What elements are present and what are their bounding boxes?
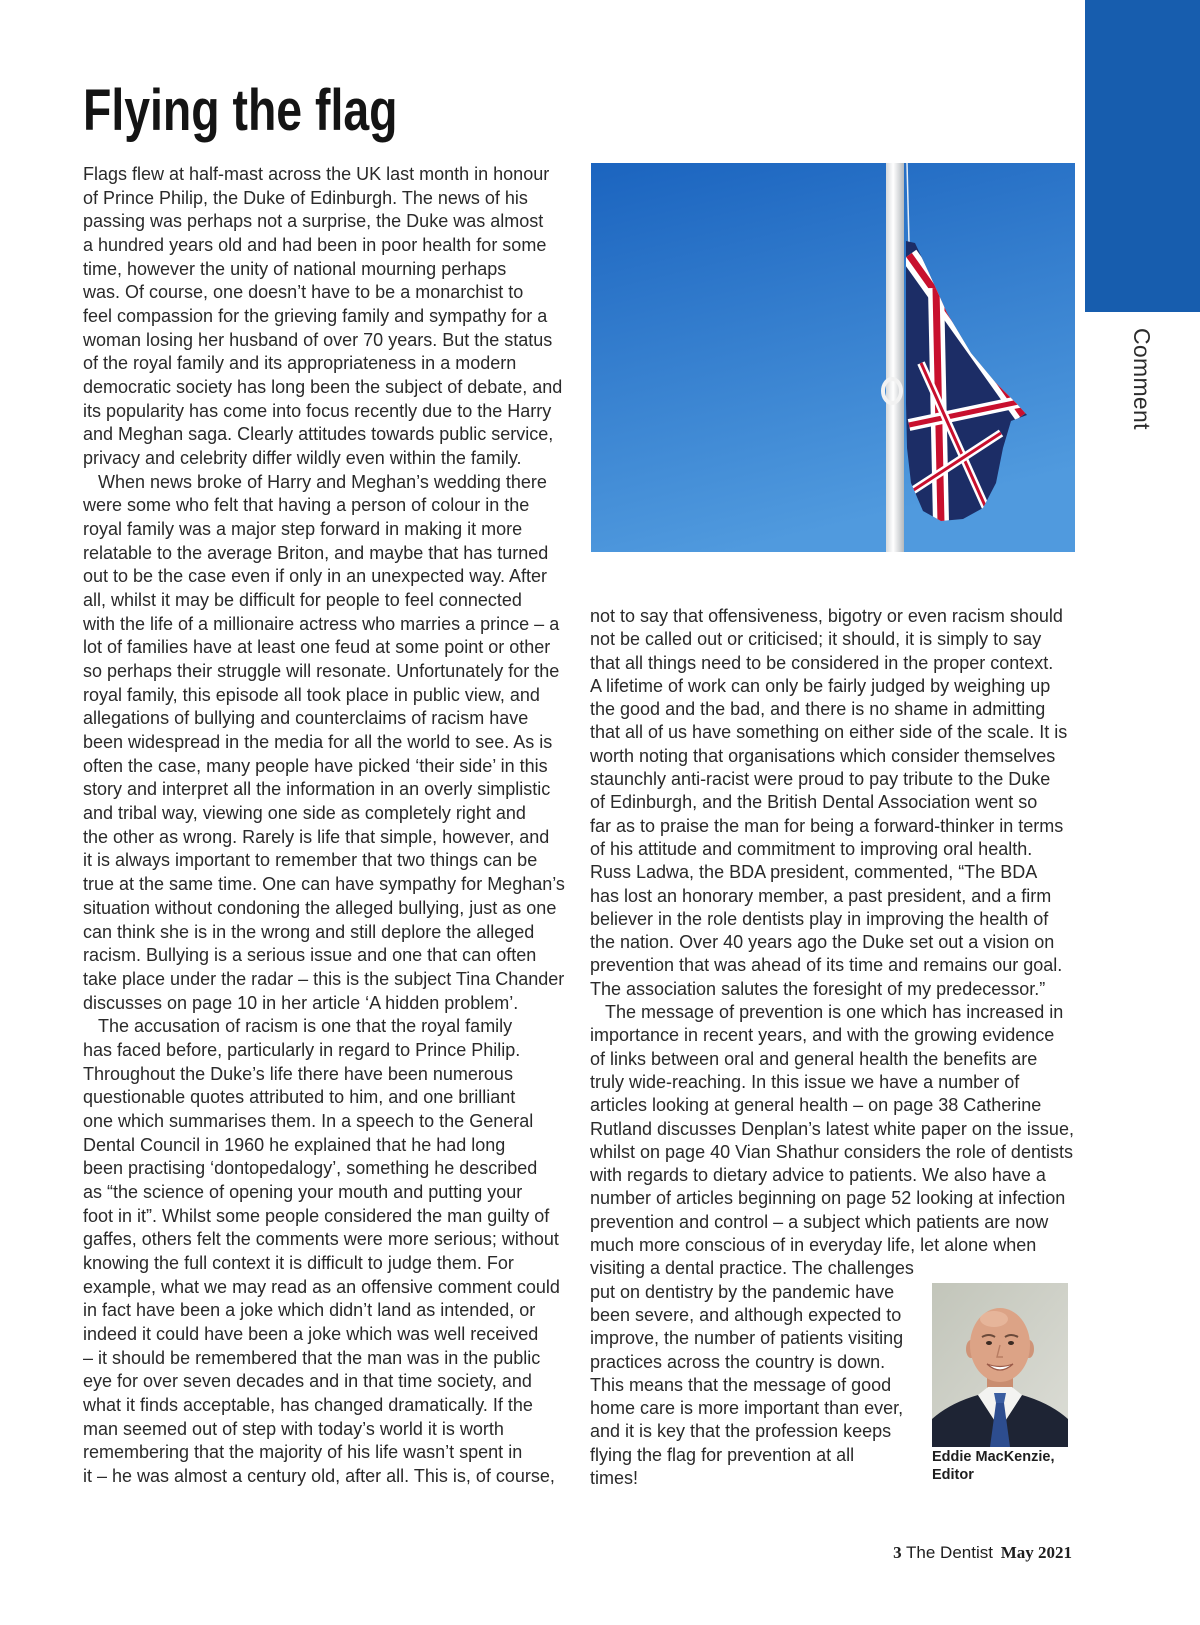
text-line: been severe, and although expected to xyxy=(590,1304,902,1325)
text-line: not to say that offensiveness, bigotry or even racism should xyxy=(590,606,1063,626)
text-line: privacy and celebrity differ wildly even within the family. xyxy=(83,448,522,469)
text-line: so perhaps their struggle will resonate. Unfortunately for the xyxy=(83,661,560,682)
text-line: This means that the message of good xyxy=(590,1374,892,1395)
text-line: with regards to dietary advice to patients. We also have a xyxy=(590,1165,1046,1186)
text-line: A lifetime of work can only be fairly judged by weighing up xyxy=(590,675,1051,696)
text-line: Throughout the Duke’s life there have been numerous xyxy=(83,1063,513,1084)
text-line: been practising ‘dontopedalogy’, something he described xyxy=(83,1158,538,1179)
page-number: 3 xyxy=(893,1543,902,1562)
text-line: democratic society has long been the subject of debate, and xyxy=(83,377,563,398)
text-line: When news broke of Harry and Meghan’s wedding there xyxy=(98,471,547,492)
text-line: time, however the unity of national mourning perhaps xyxy=(83,258,507,279)
text-line: – it should be remembered that the man was in the public xyxy=(83,1347,541,1368)
publication-name: The Dentist xyxy=(906,1543,993,1562)
text-line: feel compassion for the grieving family and sympathy for a xyxy=(83,306,548,327)
text-line: not be called out or criticised; it should, it is simply to say xyxy=(590,629,1042,650)
text-line: Flags flew at half-mast across the UK last month in honour xyxy=(83,164,550,184)
paragraph xyxy=(83,1015,573,1488)
text-line: whilst on page 40 Vian Shathur considers the role of dentists xyxy=(590,1141,1073,1162)
text-line: story and interpret all the information in an overly simplistic xyxy=(83,779,551,800)
text-line: questionable quotes attributed to him, and one brilliant xyxy=(83,1087,516,1108)
text-line: were some who felt that having a person of colour in the xyxy=(83,495,530,516)
issue-date: May 2021 xyxy=(1000,1543,1072,1562)
photo-caption xyxy=(932,1448,1054,1484)
text-line: indeed it could have been a joke which was well received xyxy=(83,1323,539,1344)
text-line: far as to praise the man for being a forward-thinker in terms xyxy=(590,815,1064,836)
text-line: man seemed out of step with today’s world it is worth xyxy=(83,1418,504,1439)
text-line: The accusation of racism is one that the royal family xyxy=(98,1016,513,1037)
text-line: take place under the radar – this is the subject Tina Chander xyxy=(83,968,565,989)
text-line: of Prince Philip, the Duke of Edinburgh. The news of his xyxy=(83,187,528,208)
text-line: with the life of a millionaire actress who marries a prince – a xyxy=(83,613,560,634)
text-line: often the case, many people have picked ‘their side’ in this xyxy=(83,755,548,776)
text-line: home care is more important than ever, xyxy=(590,1398,904,1419)
section-tab xyxy=(1085,0,1200,312)
sky xyxy=(591,163,1075,552)
text-line: a hundred years old and had been in poor health for some xyxy=(83,235,547,256)
text-line: the good and the bad, and there is no shame in admitting xyxy=(590,699,1046,720)
text-line: gaffes, others felt the comments were more serious; without xyxy=(83,1229,559,1250)
text-line: been widespread in the media for all the world to see. As is xyxy=(83,732,553,753)
text-line: passing was perhaps not a surprise, the Duke was almost xyxy=(83,211,544,232)
text-line: has lost an honorary member, a past president, and a firm xyxy=(590,885,1052,906)
head-highlight xyxy=(980,1311,1008,1327)
right-eye xyxy=(1008,1341,1014,1345)
left-column xyxy=(83,163,573,1489)
editor-portrait xyxy=(932,1283,1068,1447)
text-line: visiting a dental practice. The challenges xyxy=(590,1258,914,1279)
text-line: it is always important to remember that two things can be xyxy=(83,850,538,871)
flagpole xyxy=(886,163,904,552)
left-eye xyxy=(986,1341,992,1345)
text-line: in fact have been a joke which didn’t land as intended, or xyxy=(83,1300,536,1321)
text-line: allegations of bullying and counterclaims of racism have xyxy=(83,708,529,729)
text-line: flying the flag for prevention at all xyxy=(590,1444,855,1465)
paragraph xyxy=(590,605,1075,1001)
text-line: prevention and control – a subject which patients are now xyxy=(590,1211,1049,1232)
text-line: believer in the role dentists play in improving the health of xyxy=(590,908,1049,929)
flag-photo xyxy=(591,163,1075,552)
text-line: what it finds acceptable, has changed dramatically. If the xyxy=(83,1394,533,1415)
text-line: as “the science of opening your mouth and putting your xyxy=(83,1181,523,1202)
text-line: that all things need to be considered in the proper context. xyxy=(590,652,1054,673)
text-line: of the royal family and its appropriateness in a modern xyxy=(83,353,517,374)
text-line: it – he was almost a century old, after all. This is, of course, xyxy=(83,1465,555,1486)
text-line: royal family, this episode all took place in public view, and xyxy=(83,684,540,705)
text-line: Russ Ladwa, the BDA president, commented, “The BDA xyxy=(590,862,1038,883)
author-name: Eddie MacKenzie, xyxy=(932,1449,1055,1465)
text-line: its popularity has come into focus recently due to the Harry xyxy=(83,400,552,421)
text-line: racism. Bullying is a serious issue and one that can often xyxy=(83,945,537,966)
text-line: example, what we may read as an offensive comment could xyxy=(83,1276,560,1297)
text-line: foot in it”. Whilst some people considered the man guilty of xyxy=(83,1205,550,1226)
text-line: the nation. Over 40 years ago the Duke set out a vision on xyxy=(590,932,1055,953)
text-line: practices across the country is down. xyxy=(590,1351,886,1372)
text-line: importance in recent years, and with the growing evidence xyxy=(590,1025,1055,1046)
text-line: of his attitude and commitment to improving oral health. xyxy=(590,838,1033,859)
text-line: has faced before, particularly in regard to Prince Philip. xyxy=(83,1039,521,1060)
text-line: that all of us have something on either side of the scale. It is xyxy=(590,722,1068,743)
text-line: of links between oral and general health the benefits are xyxy=(590,1048,1038,1069)
text-line: was. Of course, one doesn’t have to be a monarchist to xyxy=(83,282,524,303)
paragraph xyxy=(83,163,573,471)
text-line: and it is key that the profession keeps xyxy=(590,1421,892,1442)
text-line: relatable to the average Briton, and maybe that has turned xyxy=(83,542,549,563)
text-line: improve, the number of patients visiting xyxy=(590,1328,904,1349)
text-line: one which summarises them. In a speech to the General xyxy=(83,1110,534,1131)
text-line: woman losing her husband of over 70 years. But the status xyxy=(83,329,553,350)
article-title: Flying the flag xyxy=(83,78,398,143)
text-line: The association salutes the foresight of my predecessor.” xyxy=(590,978,1046,999)
text-line: lot of families have at least one feud at some point or other xyxy=(83,637,551,658)
text-line: number of articles beginning on page 52 looking at infection xyxy=(590,1188,1066,1209)
text-line: of Edinburgh, and the British Dental Association went so xyxy=(590,792,1038,813)
text-line: prevention that was ahead of its time and remains our goal. xyxy=(590,955,1063,976)
text-line: the other as wrong. Rarely is life that simple, however, and xyxy=(83,826,550,847)
section-label: Comment xyxy=(1129,328,1155,430)
text-line: and tribal way, viewing one side as completely right and xyxy=(83,803,526,824)
author-role: Editor xyxy=(932,1467,974,1483)
text-line: much more conscious of in everyday life, let alone when xyxy=(590,1235,1037,1256)
text-line: Rutland discusses Denplan’s latest white paper on the issue, xyxy=(590,1118,1074,1139)
text-line: put on dentistry by the pandemic have xyxy=(590,1281,895,1302)
text-line: Dental Council in 1960 he explained that he had long xyxy=(83,1134,506,1155)
text-line: all, whilst it may be difficult for people to feel connected xyxy=(83,590,522,611)
text-line: articles looking at general health – on page 38 Catherine xyxy=(590,1095,1042,1116)
text-line: out to be the case even if only in an unexpected way. After xyxy=(83,566,547,587)
text-line: royal family was a major step forward in making it more xyxy=(83,519,523,540)
text-line: true at the same time. One can have sympathy for Meghan’s xyxy=(83,874,565,895)
text-line: discusses on page 10 in her article ‘A hidden problem’. xyxy=(83,992,519,1013)
page-footer xyxy=(893,1542,1072,1564)
tie-knot xyxy=(994,1393,1006,1403)
text-line: situation without condoning the alleged bullying, just as one xyxy=(83,897,557,918)
text-line: remembering that the majority of his life wasn’t spent in xyxy=(83,1442,523,1463)
text-line: truly wide-reaching. In this issue we have a number of xyxy=(590,1071,1020,1092)
text-line: times! xyxy=(590,1467,639,1488)
text-line: and Meghan saga. Clearly attitudes towards public service, xyxy=(83,424,554,445)
text-line: eye for over seven decades and in that time society, and xyxy=(83,1371,532,1392)
paragraph xyxy=(83,471,573,1015)
text-line: The message of prevention is one which has increased in xyxy=(605,1002,1064,1023)
text-line: staunchly anti-racist were proud to pay tribute to the Duke xyxy=(590,769,1051,790)
text-line: knowing the full context it is difficult to judge them. For xyxy=(83,1252,514,1273)
text-line: worth noting that organisations which consider themselves xyxy=(590,745,1056,766)
text-line: can think she is in the wrong and still deplore the alleged xyxy=(83,921,535,942)
